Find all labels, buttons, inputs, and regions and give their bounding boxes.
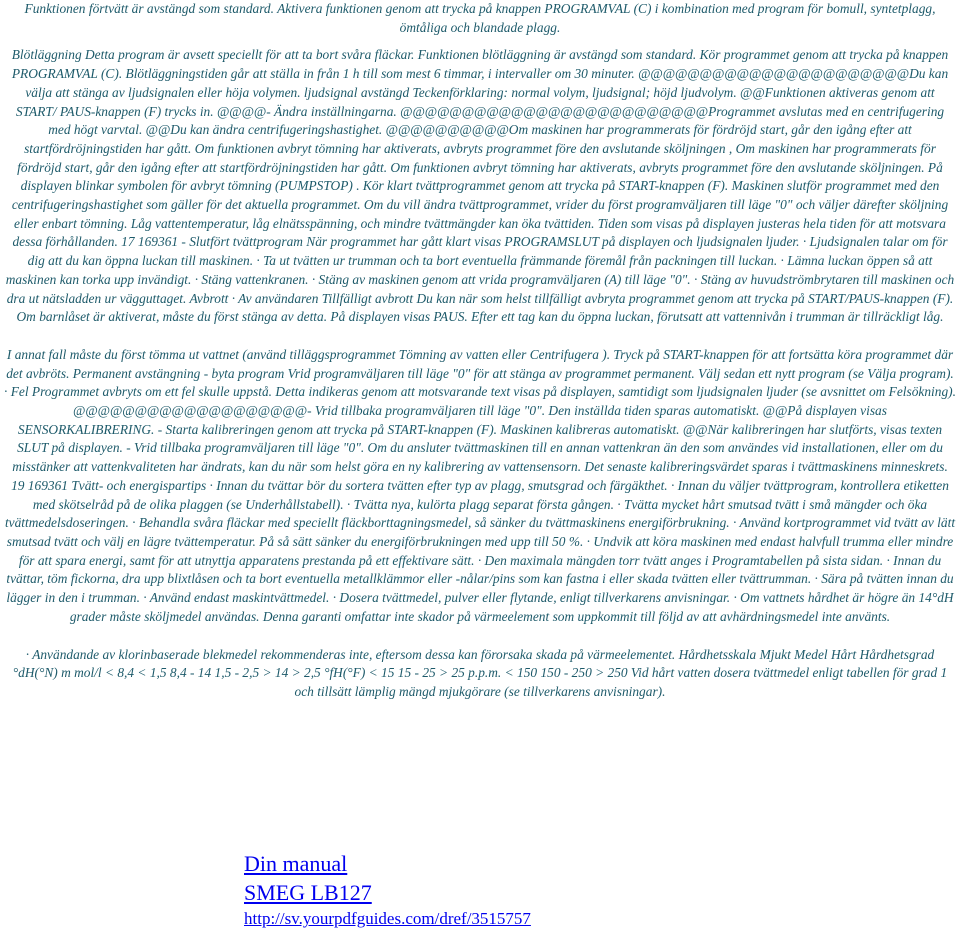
spacer bbox=[4, 37, 956, 46]
footer-links bbox=[244, 849, 531, 931]
model-link[interactable]: SMEG LB127 bbox=[244, 880, 372, 905]
manual-link[interactable]: Din manual bbox=[244, 851, 348, 876]
paragraph-hardness: · Användande av klorinbaserade blekmedel rekommenderas inte, eftersom dessa kan förorsaka skada på värmeelementet. Hårdhetsskala Mjukt Medel Hårt Hårdhetsgrad °dH(°N) m mol/l < 8,4 < 1,5 8,4 - 14 1,5 - 2,5 > 14 > 2,5 °fH(°F) < 15 15 - 25 > 25 p.p.m. < 150 150 - 250 > 250 Vid hårt vatten dosera tvättmedel enligt tabellen för grad 1 och tillsätt lämplig mängd mjukgörare (se tillverkarens anvisningar). bbox=[12, 646, 948, 699]
spacer bbox=[4, 627, 956, 646]
url-link[interactable]: http://sv.yourpdfguides.com/dref/3515757 bbox=[244, 909, 531, 928]
paragraph-interrupt-and-tips: I annat fall måste du först tömma ut vattnet (använd tilläggsprogrammet Tömning av vatten eller Centrifugera ). Tryck på START-knappen för att fortsätta köra programmet där det avbröts. Permanent avstängning - byta program Vrid programväljaren till läge "0" för att stänga av programmet permanent. Välj sedan ett nytt program (se Välja program). · Fel Programmet avbryts om ett fel skulle uppstå. Detta indikeras genom att motsvarande text visas på displayen, samtidigt som ljudsignalen ljuder (se avsnittet om Felsökning). @@@@@@@@@@@@@@@@@@@- Vrid tillbaka programväljaren till läge "0". Den inställda tiden sparas automatiskt. @@På displayen visas SENSORKALIBRERING. - Starta kalibreringen genom att trycka på START-knappen (F). Maskinen kalibreras automatiskt. @@När kalibreringen har slutförts, visas texten SLUT på displayen. - Vrid tillbaka programväljaren till läge "0". Om du ansluter tvättmaskinen till en annan vattenkran än den som användes vid installationen, eller om du misstänker att vattenkvaliteten har ändrats, kan du när som helst göra en ny kalibrering av vattensensorn. Det senaste kalibreringsvärdet sparas i tvättmaskinens minneskrets. 19 169361 Tvätt- och energispartips · Innan du tvättar bör du sortera tvätten efter typ av plagg, smutsgrad och färgäkthet. · Innan du väljer tvättprogram, kontrollera etiketten med skötselråd på de olika plaggen (se Underhållstabell). · Tvätta nya, kulörta plagg separat första gången. · Tvätta mycket hårt smutsad tvätt i små mängder och öka tvättmedelsdoseringen. · Behandla svåra fläckar med speciellt fläckborttagningsmedel, så sänker du tvättmaskinens energiförbrukning. · Använd kortprogrammet vid tvätt av lätt smutsad tvätt och välj en lägre tvättemperatur. På så sätt sänker du energiförbrukningen med upp till 50 %. · Undvik att köra maskinen med endast halvfull trumma eller mindre för att spara energi, samt för att utnyttja apparatens prestanda på ett effektivare sätt. · Den maximala mängden torr tvätt anges i Programtabellen på sista sidan. · Innan du tvättar, töm fickorna, dra upp blixtlåsen och ta bort eventuella metallklämmor eller -nålar/pins som kan fastna i eller skada tvätten eller tvättrumman. · Sära på tvätten innan du lägger in den i trumman. · Använd endast maskintvättmedel. · Dosera tvättmedel, pulver eller flytande, enligt tillverkarens anvisningar. · Om vattnets hårdhet är högre än 14°dH grader måste sköljmedel användas. Denna garanti omfattar inte skador på värmeelement som uppkommit till följd av att avhärdningsmedel inte använts. bbox=[4, 346, 956, 624]
paragraph-soak-and-program: Blötläggning Detta program är avsett speciellt för att ta bort svåra fläckar. Funktionen blötläggning är avstängd som standard. Kör programmet genom att trycka på knappen PROGRAMVAL (C). Blötläggningstiden går att ställa in från 1 h till som mest 6 timmar, i intervaller om 30 minuter. @@@@@@@@@@@@@@@@@@@@@@Du kan välja att stänga av ljudsignalen eller höja volymen. ljudsignal avstängd Teckenförklaring: normal volym, ljudsignal; höjd ljudvolym. @@Funktionen aktiveras genom att START/ PAUS-knappen (F) trycks in. @@@@- Ändra inställningarna. @@@@@@@@@@@@@@@@@@@@@@@@@Programmet avslutas med en centrifugering med högt varvtal. @@Du kan ändra centrifugeringshastighet. @@@@@@@@@@Om maskinen har programmerats för fördröjd start, går den igång efter att startfördröjningstiden har gått. Om funktionen avbryt tömning har aktiverats, avbryts programmet före den avslutande sköljningen , Om maskinen har programmerats för fördröjd start, går den igång efter att startfördröjningstiden har gått. Om funktionen avbryt tömning har aktiverats, avbryts programmet före den avslutande sköljningen. På displayen blinkar symbolen för avbryt tömning (PUMPSTOP) . Kör klart tvättprogrammet genom att trycka på START-knappen (F). Maskinen slutför programmet med den centrifugeringshastighet som gäller för det aktuella programmet. Om du vill ändra tvättprogrammet, vrider du först programväljaren till läge "0" och väljer därefter sköljning eller enbart tömning. Låg vattentemperatur, låg elnätsspänning, och mindre tvättmängder kan öka tvättiden. Tiden som visas på displayen justeras hela tiden för att motsvara dessa förhållanden. 17 169361 - Slutfört tvättprogram När programmet har gått klart visas PROGRAMSLUT på displayen och ljudsignalen ljuder. · Ljudsignalen talar om för dig att du kan öppna luckan till maskinen. · Ta ut tvätten ur trumman och ta bort eventuella främmande föremål från packningen till luckan. · Lämna luckan öppen så att maskinen kan torka upp invändigt. · Stäng vattenkranen. · Stäng av maskinen genom att vrida programväljaren (A) till läge "0". · Stäng av huvudströmbrytaren till maskinen och dra ut nätsladden ur vägguttaget. Avbrott · Av användaren Tillfälligt avbrott Du kan när som helst tillfälligt avbryta programmet genom att trycka på START/PAUS-knappen (F). Om barnlåset är aktiverat, måste du först stänga av detta. På displayen visas PAUS. Efter ett tag kan du öppna luckan, förutsatt att vattennivån i trumman är tillräckligt låg. bbox=[5, 47, 955, 325]
spacer bbox=[4, 327, 956, 346]
paragraph-prewash: Funktionen förtvätt är avstängd som standard. Aktivera funktionen genom att trycka på knappen PROGRAMVAL (C) i kombination med program för bomull, syntetplagg, ömtåliga och blandade plagg. bbox=[24, 1, 936, 35]
